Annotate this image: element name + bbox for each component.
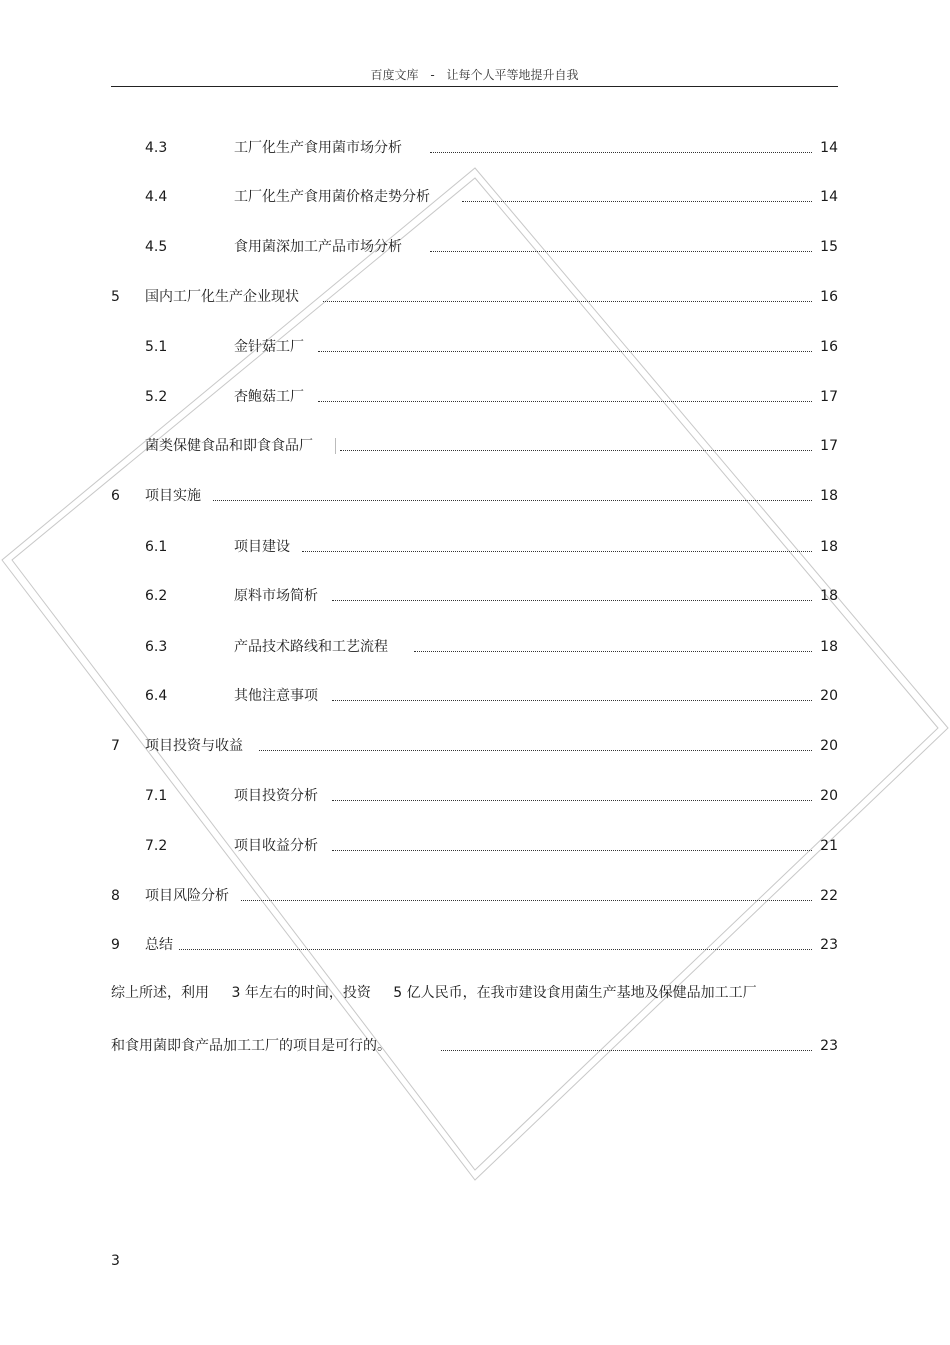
toc-title: 总结 bbox=[145, 937, 173, 953]
page-header bbox=[111, 66, 838, 83]
toc-leader bbox=[340, 450, 812, 451]
summary-line-1 bbox=[111, 985, 757, 1001]
toc-page: 21 bbox=[820, 838, 838, 854]
toc-page: 16 bbox=[820, 339, 838, 355]
summary-text: 年左右的时间，投资 bbox=[244, 985, 371, 1001]
toc-number: 4.5 bbox=[145, 239, 168, 255]
toc-title: 工厂化生产食用菌价格走势分析 bbox=[234, 189, 430, 205]
toc-number: 8 bbox=[111, 888, 120, 904]
header-site: 百度文库 bbox=[370, 68, 419, 82]
toc-page: 20 bbox=[820, 738, 838, 754]
toc-leader bbox=[332, 600, 812, 601]
toc-entry[interactable] bbox=[111, 682, 838, 704]
toc-title: 项目风险分析 bbox=[145, 888, 229, 904]
toc-page: 20 bbox=[820, 788, 838, 804]
toc-leader bbox=[332, 850, 812, 851]
toc-entry[interactable] bbox=[111, 1032, 838, 1054]
toc-page: 15 bbox=[820, 239, 838, 255]
toc-page: 20 bbox=[820, 688, 838, 704]
toc-page: 18 bbox=[820, 488, 838, 504]
summary-text: 综上所述，利用 bbox=[111, 985, 209, 1001]
toc-title: 产品技术路线和工艺流程 bbox=[234, 639, 388, 655]
toc-page: 14 bbox=[820, 140, 838, 156]
toc-number: 5.2 bbox=[145, 389, 168, 405]
toc-page: 14 bbox=[820, 189, 838, 205]
toc-entry[interactable] bbox=[111, 582, 838, 604]
header-separator: - bbox=[430, 68, 435, 82]
toc-leader bbox=[318, 351, 812, 352]
toc-leader bbox=[332, 800, 812, 801]
toc-title: 金针菇工厂 bbox=[234, 339, 304, 355]
toc-entry[interactable] bbox=[111, 432, 838, 454]
toc-title: 菌类保健食品和即食食品厂 bbox=[145, 438, 336, 454]
toc-entry[interactable] bbox=[111, 134, 838, 156]
toc-entry[interactable] bbox=[111, 832, 838, 854]
toc-number: 4.4 bbox=[145, 189, 168, 205]
toc-leader bbox=[213, 500, 812, 501]
toc-leader bbox=[430, 251, 812, 252]
toc-number: 7.2 bbox=[145, 838, 168, 854]
summary-years: 3 bbox=[231, 985, 241, 1001]
toc-page: 23 bbox=[820, 937, 838, 953]
toc-leader bbox=[179, 949, 812, 950]
toc-title: 工厂化生产食用菌市场分析 bbox=[234, 140, 402, 156]
toc-leader bbox=[302, 551, 812, 552]
toc-entry[interactable] bbox=[111, 233, 838, 255]
toc-number: 4.3 bbox=[145, 140, 168, 156]
toc-title: 项目投资分析 bbox=[234, 788, 318, 804]
toc-page: 17 bbox=[820, 438, 838, 454]
summary-text: 亿人民币，在我市建设食用菌生产基地及保健品加工工厂 bbox=[406, 985, 757, 1001]
toc-leader bbox=[259, 750, 812, 751]
toc-page: 16 bbox=[820, 289, 838, 305]
toc-title: 其他注意事项 bbox=[234, 688, 318, 704]
header-rule bbox=[111, 86, 838, 87]
toc-entry[interactable] bbox=[111, 931, 838, 953]
toc-leader bbox=[323, 301, 812, 302]
toc-title: 国内工厂化生产企业现状 bbox=[145, 289, 299, 305]
toc-number: 7.1 bbox=[145, 788, 168, 804]
toc-title: 项目收益分析 bbox=[234, 838, 318, 854]
toc-title: 原料市场简析 bbox=[234, 588, 318, 604]
toc-entry[interactable] bbox=[111, 183, 838, 205]
toc-title: 食用菌深加工产品市场分析 bbox=[234, 239, 402, 255]
toc-entry[interactable] bbox=[111, 283, 838, 305]
toc-title: 项目投资与收益 bbox=[145, 738, 243, 754]
toc-entry[interactable] bbox=[111, 333, 838, 355]
toc-leader bbox=[241, 900, 812, 901]
toc-leader bbox=[430, 152, 812, 153]
toc-number: 5 bbox=[111, 289, 120, 305]
toc-entry[interactable] bbox=[111, 732, 838, 754]
toc-leader bbox=[332, 700, 812, 701]
toc-leader bbox=[318, 401, 812, 402]
header-slogan: 让每个人平等地提升自我 bbox=[446, 68, 579, 82]
summary-line-2: 和食用菌即食产品加工工厂的项目是可行的。 bbox=[111, 1038, 391, 1054]
toc-number: 5.1 bbox=[145, 339, 168, 355]
toc-title: 项目建设 bbox=[234, 539, 290, 555]
toc-leader bbox=[441, 1050, 812, 1051]
summary-amount: 5 bbox=[393, 985, 403, 1001]
toc-title: 项目实施 bbox=[145, 488, 201, 504]
toc-entry[interactable] bbox=[111, 633, 838, 655]
toc-leader bbox=[462, 201, 812, 202]
toc-page: 18 bbox=[820, 539, 838, 555]
toc-leader bbox=[414, 651, 812, 652]
toc-number: 6.2 bbox=[145, 588, 168, 604]
toc-number: 6.4 bbox=[145, 688, 168, 704]
toc-page: 18 bbox=[820, 639, 838, 655]
toc-number: 6.3 bbox=[145, 639, 168, 655]
toc-entry[interactable] bbox=[111, 782, 838, 804]
toc-entry[interactable] bbox=[111, 882, 838, 904]
toc-number: 9 bbox=[111, 937, 120, 953]
toc-page: 22 bbox=[820, 888, 838, 904]
toc-entry[interactable] bbox=[111, 482, 838, 504]
toc-number: 6 bbox=[111, 488, 120, 504]
toc-entry[interactable] bbox=[111, 383, 838, 405]
toc-title: 杏鲍菇工厂 bbox=[234, 389, 304, 405]
toc-page: 18 bbox=[820, 588, 838, 604]
toc-entry[interactable] bbox=[111, 533, 838, 555]
toc-number: 7 bbox=[111, 738, 120, 754]
toc-number: 6.1 bbox=[145, 539, 168, 555]
toc-page: 23 bbox=[820, 1038, 838, 1054]
toc-page: 17 bbox=[820, 389, 838, 405]
page-number: 3 bbox=[111, 1253, 120, 1269]
